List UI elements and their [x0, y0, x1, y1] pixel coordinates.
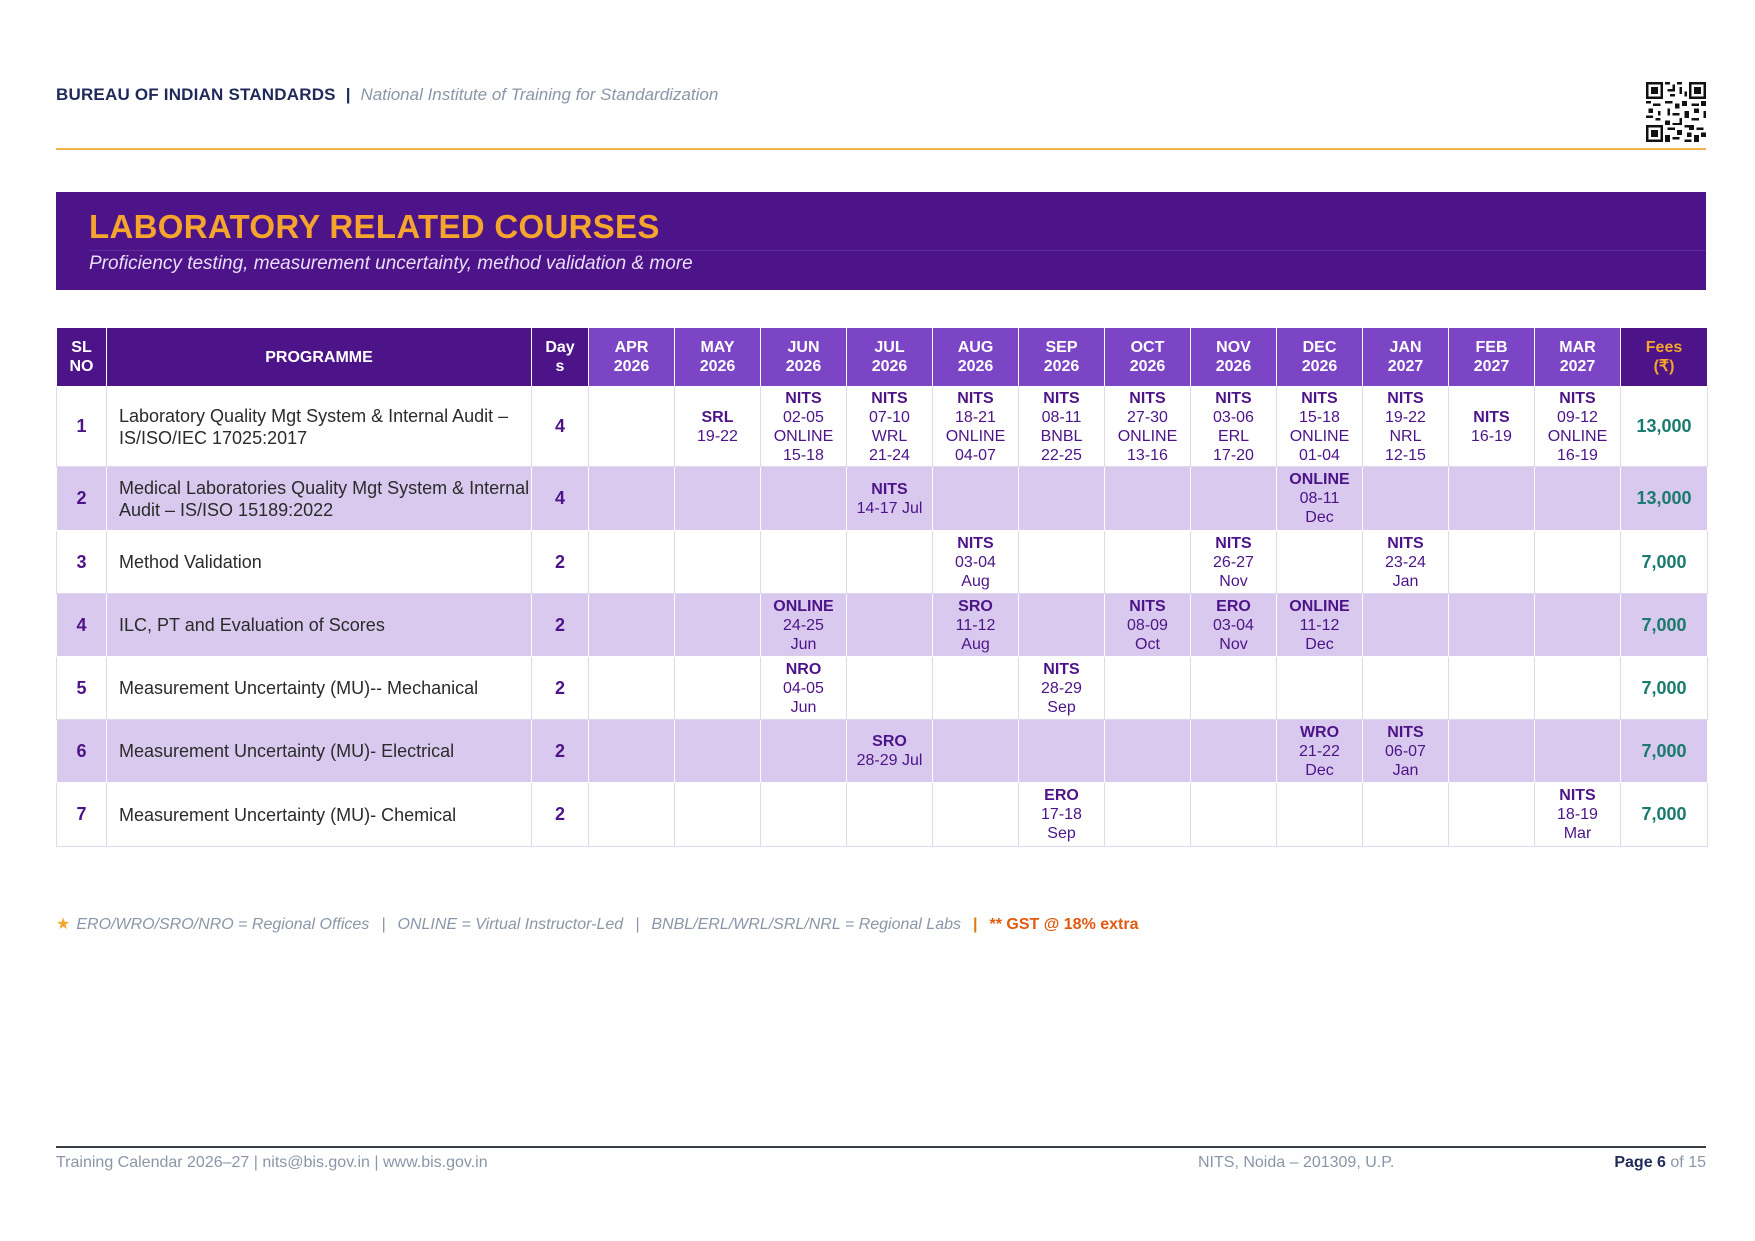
- schedule-cell: [1105, 783, 1191, 847]
- legend-labs: BNBL/ERL/WRL/SRL/NRL = Regional Labs: [651, 916, 961, 933]
- legend-online: ONLINE = Virtual Instructor-Led: [397, 916, 624, 933]
- schedule-cell: [1535, 531, 1621, 594]
- section-banner: [56, 192, 1706, 290]
- days-count: 2: [532, 594, 589, 657]
- fee-amount: 7,000: [1621, 720, 1708, 783]
- table-row: [57, 531, 1708, 594]
- header-month: NOV 2026: [1191, 328, 1277, 387]
- sl-number: 7: [57, 783, 107, 847]
- days-count: 2: [532, 657, 589, 720]
- header-sl: SL NO: [57, 328, 107, 387]
- schedule-cell: [1363, 467, 1449, 531]
- programme-name: ILC, PT and Evaluation of Scores: [107, 594, 532, 657]
- footer-contact: Training Calendar 2026–27 | nits@bis.gov.in | www.bis.gov.in: [56, 1154, 488, 1171]
- schedule-cell: NITS 07-10 WRL 21-24: [847, 387, 933, 467]
- schedule-cell: NITS 06-07 Jan: [1363, 720, 1449, 783]
- schedule-cell: ONLINE 08-11 Dec: [1277, 467, 1363, 531]
- header-month: APR 2026: [589, 328, 675, 387]
- schedule-cell: [589, 720, 675, 783]
- header-separator: |: [345, 85, 351, 104]
- header-fees: Fees (₹): [1621, 328, 1708, 387]
- schedule-cell: [1535, 720, 1621, 783]
- schedule-cell: NRO 04-05 Jun: [761, 657, 847, 720]
- schedule-cell: [1105, 720, 1191, 783]
- schedule-cell: [1277, 657, 1363, 720]
- schedule-cell: [761, 783, 847, 847]
- page-indicator: Page 6 of 15: [1614, 1154, 1706, 1171]
- table-row: [57, 594, 1708, 657]
- table-row: [57, 720, 1708, 783]
- schedule-cell: NITS 03-06 ERL 17-20: [1191, 387, 1277, 467]
- schedule-cell: [1277, 531, 1363, 594]
- programme-name: Method Validation: [107, 531, 532, 594]
- sl-number: 6: [57, 720, 107, 783]
- schedule-cell: WRO 21-22 Dec: [1277, 720, 1363, 783]
- schedule-cell: NITS 28-29 Sep: [1019, 657, 1105, 720]
- schedule-cell: NITS 08-09 Oct: [1105, 594, 1191, 657]
- schedule-cell: [1363, 783, 1449, 847]
- schedule-cell: [1535, 467, 1621, 531]
- schedule-cell: [675, 720, 761, 783]
- schedule-cell: [1019, 467, 1105, 531]
- schedule-cell: [761, 531, 847, 594]
- schedule-cell: SRL 19-22: [675, 387, 761, 467]
- header-month: DEC 2026: [1277, 328, 1363, 387]
- legend: ★ ERO/WRO/SRO/NRO = Regional Offices | ONLINE = Virtual Instructor-Led | BNBL/ERL/WRL/SRL/NRL = Regional Labs | ** GST @ 18% extra: [56, 916, 1139, 933]
- schedule-cell: [589, 467, 675, 531]
- schedule-cell: NITS 09-12 ONLINE 16-19: [1535, 387, 1621, 467]
- programme-name: Measurement Uncertainty (MU)- Electrical: [107, 720, 532, 783]
- table-row: [57, 783, 1708, 847]
- schedule-cell: [761, 720, 847, 783]
- schedule-cell: NITS 15-18 ONLINE 01-04: [1277, 387, 1363, 467]
- schedule-cell: [1105, 531, 1191, 594]
- schedule-cell: [1363, 657, 1449, 720]
- programme-name: Measurement Uncertainty (MU)-- Mechanical: [107, 657, 532, 720]
- schedule-cell: [1105, 467, 1191, 531]
- org-name: BUREAU OF INDIAN STANDARDS: [56, 85, 336, 104]
- programme-name: Laboratory Quality Mgt System & Internal Audit – IS/ISO/IEC 17025:2017: [107, 387, 532, 467]
- table-header-row: [57, 328, 1708, 387]
- schedule-cell: [933, 783, 1019, 847]
- schedule-cell: [1449, 657, 1535, 720]
- star-icon: ★: [56, 916, 71, 933]
- schedule-cell: [1277, 783, 1363, 847]
- qr-code-icon: [1646, 82, 1706, 142]
- schedule-cell: NITS 19-22 NRL 12-15: [1363, 387, 1449, 467]
- schedule-cell: ERO 03-04 Nov: [1191, 594, 1277, 657]
- page-header: [56, 80, 1706, 110]
- schedule-cell: NITS 08-11 BNBL 22-25: [1019, 387, 1105, 467]
- schedule-cell: [847, 531, 933, 594]
- schedule-cell: [933, 657, 1019, 720]
- schedule-cell: [1191, 720, 1277, 783]
- sl-number: 5: [57, 657, 107, 720]
- schedule-cell: SRO 11-12 Aug: [933, 594, 1019, 657]
- schedule-cell: [1191, 783, 1277, 847]
- schedule-cell: [589, 387, 675, 467]
- schedule-cell: ONLINE 11-12 Dec: [1277, 594, 1363, 657]
- schedule-cell: [675, 531, 761, 594]
- header-month: OCT 2026: [1105, 328, 1191, 387]
- fee-amount: 7,000: [1621, 783, 1708, 847]
- sl-number: 3: [57, 531, 107, 594]
- legend-regional-offices: ERO/WRO/SRO/NRO = Regional Offices: [76, 916, 370, 933]
- fee-amount: 7,000: [1621, 657, 1708, 720]
- header-month: JAN 2027: [1363, 328, 1449, 387]
- days-count: 2: [532, 531, 589, 594]
- schedule-cell: [933, 467, 1019, 531]
- sl-number: 2: [57, 467, 107, 531]
- schedule-cell: [1535, 594, 1621, 657]
- schedule-cell: [933, 720, 1019, 783]
- sl-number: 1: [57, 387, 107, 467]
- schedule-cell: [1105, 657, 1191, 720]
- header-month: FEB 2027: [1449, 328, 1535, 387]
- fee-amount: 7,000: [1621, 594, 1708, 657]
- fee-amount: 7,000: [1621, 531, 1708, 594]
- days-count: 2: [532, 783, 589, 847]
- days-count: 4: [532, 387, 589, 467]
- section-title: LABORATORY RELATED COURSES: [89, 208, 660, 245]
- header-month: JUL 2026: [847, 328, 933, 387]
- programme-name: Medical Laboratories Quality Mgt System & Internal Audit – IS/ISO 15189:2022: [107, 467, 532, 531]
- header-rule: [56, 148, 1706, 150]
- schedule-cell: [1019, 594, 1105, 657]
- table-row: [57, 657, 1708, 720]
- header-programme: PROGRAMME: [107, 328, 532, 387]
- header-month: MAY 2026: [675, 328, 761, 387]
- schedule-cell: [1535, 657, 1621, 720]
- days-count: 2: [532, 720, 589, 783]
- schedule-cell: NITS 26-27 Nov: [1191, 531, 1277, 594]
- table-body: [57, 387, 1708, 847]
- header-month: AUG 2026: [933, 328, 1019, 387]
- schedule-cell: [1449, 594, 1535, 657]
- schedule-cell: NITS 03-04 Aug: [933, 531, 1019, 594]
- banner-divider: [89, 250, 1706, 251]
- schedule-cell: [1449, 720, 1535, 783]
- schedule-cell: NITS 27-30 ONLINE 13-16: [1105, 387, 1191, 467]
- table-row: [57, 467, 1708, 531]
- schedule-cell: [1191, 467, 1277, 531]
- fee-amount: 13,000: [1621, 467, 1708, 531]
- schedule-cell: ONLINE 24-25 Jun: [761, 594, 847, 657]
- schedule-cell: [589, 657, 675, 720]
- footer-rule: [56, 1146, 1706, 1148]
- schedule-cell: [847, 657, 933, 720]
- schedule-cell: [847, 594, 933, 657]
- schedule-cell: [675, 594, 761, 657]
- schedule-cell: SRO 28-29 Jul: [847, 720, 933, 783]
- header-days: Day s: [532, 328, 589, 387]
- header-month: SEP 2026: [1019, 328, 1105, 387]
- schedule-cell: [675, 657, 761, 720]
- schedule-cell: [1449, 783, 1535, 847]
- schedule-cell: [761, 467, 847, 531]
- schedule-cell: [1019, 720, 1105, 783]
- schedule-cell: [589, 531, 675, 594]
- schedule-cell: [589, 783, 675, 847]
- legend-gst: ** GST @ 18% extra: [989, 916, 1139, 933]
- schedule-cell: NITS 23-24 Jan: [1363, 531, 1449, 594]
- schedule-cell: [1449, 467, 1535, 531]
- schedule-cell: [1363, 594, 1449, 657]
- schedule-cell: [675, 467, 761, 531]
- programme-name: Measurement Uncertainty (MU)- Chemical: [107, 783, 532, 847]
- schedule-cell: ERO 17-18 Sep: [1019, 783, 1105, 847]
- schedule-cell: [847, 783, 933, 847]
- schedule-cell: NITS 14-17 Jul: [847, 467, 933, 531]
- schedule-cell: NITS 16-19: [1449, 387, 1535, 467]
- sl-number: 4: [57, 594, 107, 657]
- footer-address: NITS, Noida – 201309, U.P.: [1198, 1154, 1395, 1171]
- schedule-cell: [589, 594, 675, 657]
- table-row: [57, 387, 1708, 467]
- fee-amount: 13,000: [1621, 387, 1708, 467]
- section-subtitle: Proficiency testing, measurement uncertainty, method validation & more: [89, 253, 693, 274]
- schedule-cell: [1191, 657, 1277, 720]
- header-month: JUN 2026: [761, 328, 847, 387]
- schedule-cell: NITS 18-21 ONLINE 04-07: [933, 387, 1019, 467]
- schedule-cell: [1019, 531, 1105, 594]
- institute-name: National Institute of Training for Standardization: [360, 85, 719, 104]
- schedule-cell: [675, 783, 761, 847]
- schedule-cell: NITS 18-19 Mar: [1535, 783, 1621, 847]
- schedule-cell: NITS 02-05 ONLINE 15-18: [761, 387, 847, 467]
- course-schedule-table: [56, 327, 1708, 847]
- header-month: MAR 2027: [1535, 328, 1621, 387]
- days-count: 4: [532, 467, 589, 531]
- schedule-cell: [1449, 531, 1535, 594]
